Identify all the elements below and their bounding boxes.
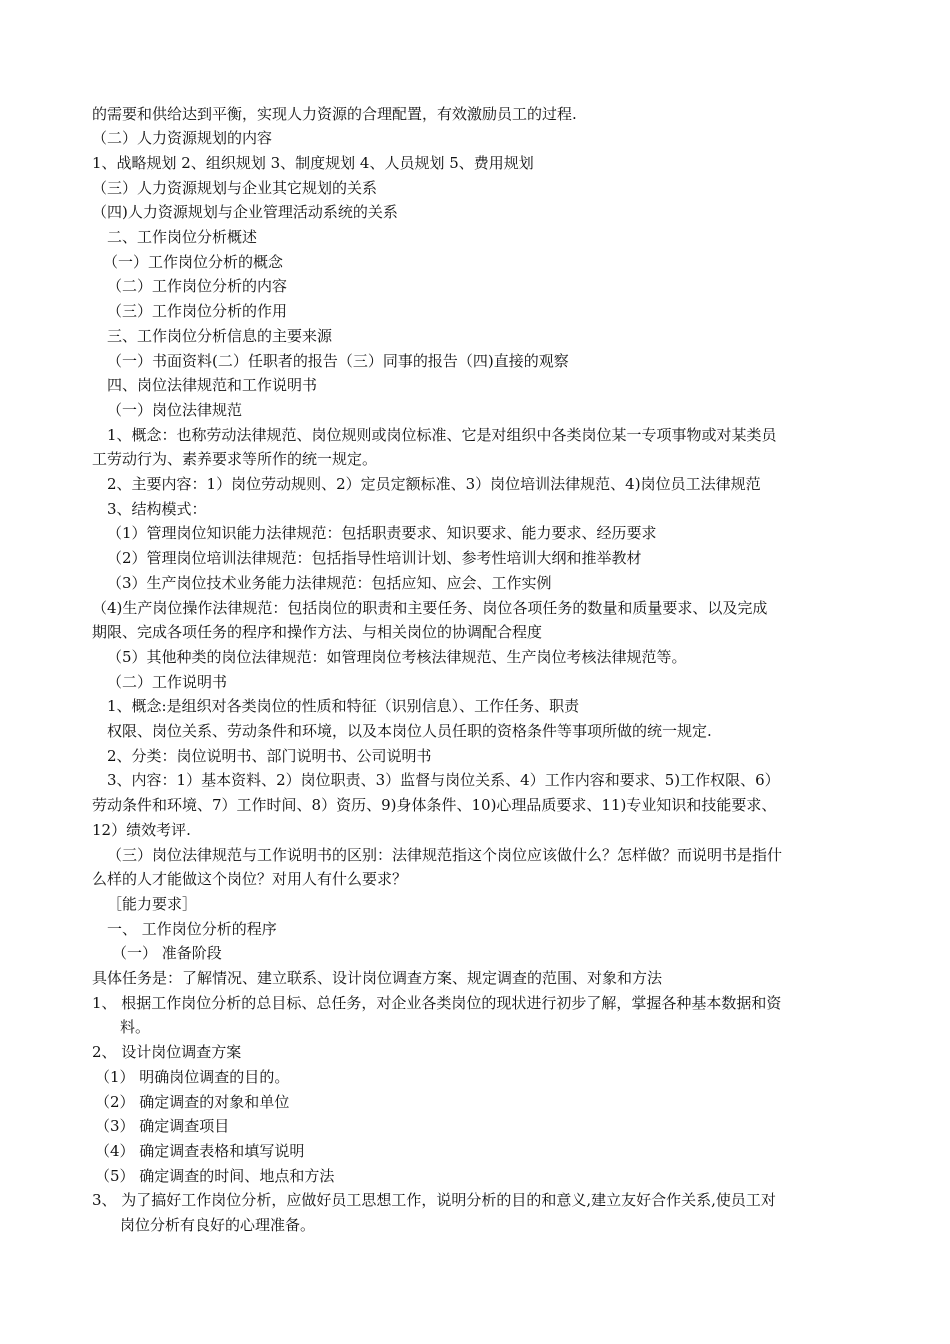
text-line: 权限、岗位关系、劳动条件和环境，以及本岗位人员任职的资格条件等事项所做的统一规定. bbox=[107, 722, 712, 740]
section-heading: （二）工作说明书 bbox=[107, 673, 228, 691]
text-line: 么样的人才能做这个岗位？对用人有什么要求？ bbox=[92, 870, 408, 888]
section-heading: （一）工作岗位分析的概念 bbox=[103, 253, 284, 271]
text-line: 工劳动行为、素养要求等所作的统一规定。 bbox=[92, 450, 378, 468]
section-heading: （三）人力资源规划与企业其它规划的关系 bbox=[92, 179, 378, 197]
list-item: （2） 确定调查的对象和单位 bbox=[95, 1093, 290, 1111]
text-line: 3、内容：1）基本资料、2）岗位职责、3）监督与岗位关系、4）工作内容和要求、5)工作权限、6） bbox=[107, 771, 780, 789]
section-heading: ［能力要求］ bbox=[107, 895, 198, 913]
text-line: 岗位分析有良好的心理准备。 bbox=[120, 1216, 316, 1234]
text-line: 1、概念：也称劳动法律规范、岗位规则或岗位标准、它是对组织中各类岗位某一专项事物或对某类员 bbox=[107, 426, 777, 444]
list-item: （5） 确定调查的时间、地点和方法 bbox=[95, 1167, 335, 1185]
text-line: 期限、完成各项任务的程序和操作方法、与相关岗位的协调配合程度 bbox=[92, 623, 543, 641]
list-item: （1）管理岗位知识能力法律规范：包括职责要求、知识要求、能力要求、经历要求 bbox=[107, 524, 657, 542]
text-line: 料。 bbox=[120, 1018, 151, 1036]
list-item: （1） 明确岗位调查的目的。 bbox=[95, 1068, 290, 1086]
text-line: 1、概念:是组织对各类岗位的性质和特征（识别信息）、工作任务、职责 bbox=[107, 697, 580, 715]
list-item: （2）管理岗位培训法律规范：包括指导性培训计划、参考性培训大纲和推举教材 bbox=[107, 549, 642, 567]
section-heading: （二）工作岗位分析的内容 bbox=[107, 277, 288, 295]
text-line: 3、结构模式： bbox=[107, 500, 207, 518]
text-line: 12）绩效考评. bbox=[92, 821, 191, 839]
text-line: （一）书面资料(二）任职者的报告（三）同事的报告（四)直接的观察 bbox=[107, 352, 569, 370]
section-heading: （三）工作岗位分析的作用 bbox=[107, 302, 288, 320]
text-line: 劳动条件和环境、7）工作时间、8）资历、9)身体条件、10)心理品质要求、11)专业知识和技能要求、 bbox=[92, 796, 777, 814]
text-line: 具体任务是：了解情况、建立联系、设计岗位调查方案、规定调查的范围、对象和方法 bbox=[92, 969, 663, 987]
text-line: 2、主要内容：1）岗位劳动规则、2）定员定额标准、3）岗位培训法律规范、4)岗位员工法律规范 bbox=[107, 475, 761, 493]
text-line: 2、分类：岗位说明书、部门说明书、公司说明书 bbox=[107, 747, 432, 765]
text-line: （三）岗位法律规范与工作说明书的区别：法律规范指这个岗位应该做什么？怎样做？而说明书是指什 bbox=[107, 846, 783, 864]
list-item: （4)生产岗位操作法律规范：包括岗位的职责和主要任务、岗位各项任务的数量和质量要求、以及完成 bbox=[92, 599, 768, 617]
section-heading: （一）岗位法律规范 bbox=[107, 401, 243, 419]
list-item: （3） 确定调查项目 bbox=[95, 1117, 230, 1135]
list-item: （4） 确定调查表格和填写说明 bbox=[95, 1142, 305, 1160]
text-line: 的需要和供给达到平衡，实现人力资源的合理配置，有效激励员工的过程. bbox=[92, 105, 577, 123]
list-item: 1、 根据工作岗位分析的总目标、总任务，对企业各类岗位的现状进行初步了解，掌握各种基本数据和资 bbox=[92, 994, 782, 1012]
list-item: 3、 为了搞好工作岗位分析，应做好员工思想工作，说明分析的目的和意义,建立友好合作关系,使员工对 bbox=[92, 1191, 776, 1209]
list-item: （3）生产岗位技术业务能力法律规范：包括应知、应会、工作实例 bbox=[107, 574, 552, 592]
section-heading: （一） 准备阶段 bbox=[112, 944, 222, 962]
list-item: 2、 设计岗位调查方案 bbox=[92, 1043, 242, 1061]
section-heading: （四)人力资源规划与企业管理活动系统的关系 bbox=[92, 203, 398, 221]
list-item: （5）其他种类的岗位法律规范：如管理岗位考核法律规范、生产岗位考核法律规范等。 bbox=[107, 648, 687, 666]
chapter-heading: 二、工作岗位分析概述 bbox=[107, 228, 258, 246]
section-heading: （二）人力资源规划的内容 bbox=[92, 129, 273, 147]
text-line: 1、战略规划 2、组织规划 3、制度规划 4、人员规划 5、费用规划 bbox=[92, 154, 534, 172]
chapter-heading: 四、岗位法律规范和工作说明书 bbox=[107, 376, 318, 394]
chapter-heading: 三、工作岗位分析信息的主要来源 bbox=[107, 327, 333, 345]
chapter-heading: 一、 工作岗位分析的程序 bbox=[107, 920, 277, 938]
